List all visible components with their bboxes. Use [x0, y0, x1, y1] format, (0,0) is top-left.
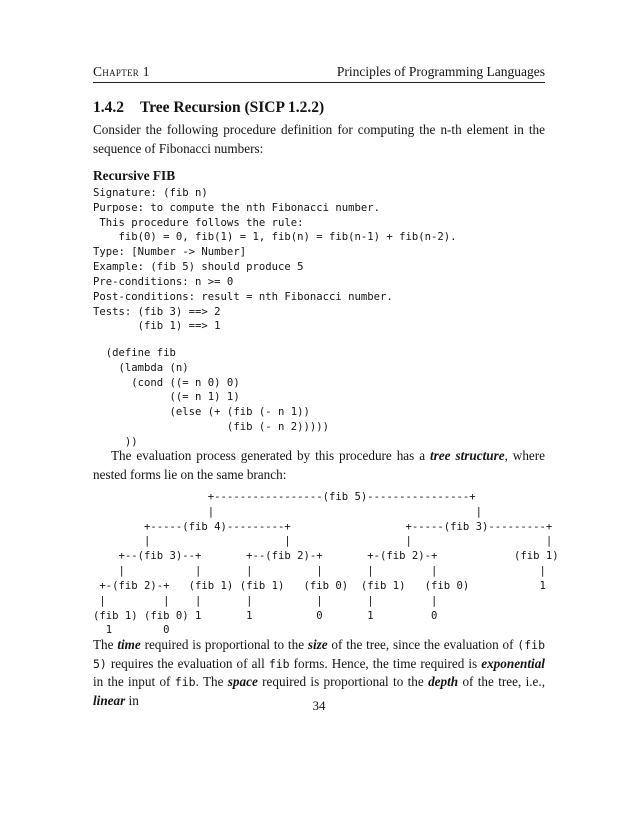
- contract-block: [93, 186, 457, 334]
- contract-line: Type: [Number -> Number]: [93, 246, 247, 259]
- intro-paragraph: Consider the following procedure definition for computing the n-th element in the sequence of Fibonacci numbers:: [93, 122, 545, 156]
- tree-intro-text-after: , where nested forms lie on the same branch:: [93, 448, 546, 482]
- text-run: . The: [195, 674, 228, 689]
- tree-line: +--(fib 3)--+ +--(fib 2)-+ +-(fib 2)-+ (fib 1): [93, 550, 559, 563]
- text-run: The: [93, 637, 118, 652]
- contract-line: Pre-conditions: n >= 0: [93, 275, 234, 288]
- section-number: 1.4.2: [93, 99, 124, 116]
- tree-line: 1 0: [93, 624, 170, 637]
- inline-code-fib: fib: [268, 656, 290, 671]
- text-run: in: [125, 692, 139, 708]
- tree-line: (fib 1) (fib 0) 1 1 0 1 0: [93, 609, 438, 622]
- code-line: (fib (- n 2))))): [93, 421, 329, 434]
- text-run: in the input of: [93, 674, 175, 689]
- contract-line: This procedure follows the rule:: [93, 216, 304, 229]
- book-title: Principles of Programming Languages: [336, 64, 545, 79]
- text-run: requires the evaluation of all: [106, 655, 269, 671]
- tree-line: | | | |: [93, 535, 553, 548]
- contract-line: Example: (fib 5) should produce 5: [93, 261, 304, 274]
- code-line: (cond ((= n 0) 0): [93, 376, 240, 389]
- code-line: ((= n 1) 1): [93, 391, 240, 404]
- contract-line: Signature: (fib n): [93, 187, 208, 199]
- contract-line: Post-conditions: result = nth Fibonacci number.: [93, 290, 393, 303]
- code-line: )): [93, 435, 138, 448]
- evaluation-tree: [93, 490, 559, 638]
- code-line: (lambda (n): [93, 361, 189, 374]
- text-run: of the tree, since the evaluation of: [327, 637, 518, 652]
- contract-line: fib(0) = 0, fib(1) = 1, fib(n) = fib(n-1) + fib(n-2).: [93, 231, 457, 244]
- emphasis-size: size: [307, 637, 328, 652]
- header-rule: [93, 82, 545, 83]
- page-number: 34: [312, 698, 326, 713]
- emphasis-time: time: [117, 637, 141, 652]
- tree-line: | | | | | | |: [93, 594, 438, 607]
- tree-intro-paragraph: [93, 447, 545, 484]
- inline-code-fib5: (fib 5): [93, 638, 545, 671]
- tree-line: +-(fib 2)-+ (fib 1) (fib 1) (fib 0) (fib 1) (fib 0) 1: [93, 579, 546, 592]
- text-run: forms. Hence, the time required is: [289, 655, 482, 671]
- tree-intro-text-before: The evaluation process generated by this procedure has a: [111, 448, 431, 463]
- section-heading: [93, 99, 545, 117]
- code-block: [93, 346, 329, 450]
- code-line: (define fib: [93, 347, 176, 359]
- running-header: [93, 64, 545, 82]
- tree-line: | | | | | | |: [93, 565, 546, 578]
- tree-line: +-----------------(fib 5)----------------+: [93, 491, 476, 503]
- text-run: of the tree, i.e.,: [458, 674, 545, 689]
- tree-line: +-----(fib 4)---------+ +-----(fib 3)---------+: [93, 520, 553, 533]
- emphasis-linear: linear: [93, 692, 126, 708]
- inline-code-fib: fib: [174, 675, 196, 689]
- tree-line: | |: [93, 505, 483, 518]
- emphasis-depth: depth: [428, 674, 459, 689]
- text-run: required is proportional to the: [257, 674, 429, 689]
- contract-line: Purpose: to compute the nth Fibonacci number.: [93, 201, 381, 214]
- chapter-label: Chapter 1: [93, 64, 150, 79]
- emphasis-tree-structure: tree structure: [430, 448, 505, 463]
- contract-line: Tests: (fib 3) ==> 2: [93, 305, 221, 318]
- code-line: (else (+ (fib (- n 1)): [93, 406, 310, 419]
- emphasis-exponential: exponential: [481, 655, 545, 671]
- text-run: required is proportional to the: [140, 637, 308, 652]
- contract-line: (fib 1) ==> 1: [93, 320, 221, 333]
- subheading: Recursive FIB: [93, 168, 176, 183]
- emphasis-space: space: [227, 674, 258, 689]
- section-title: Tree Recursion (SICP 1.2.2): [140, 99, 325, 116]
